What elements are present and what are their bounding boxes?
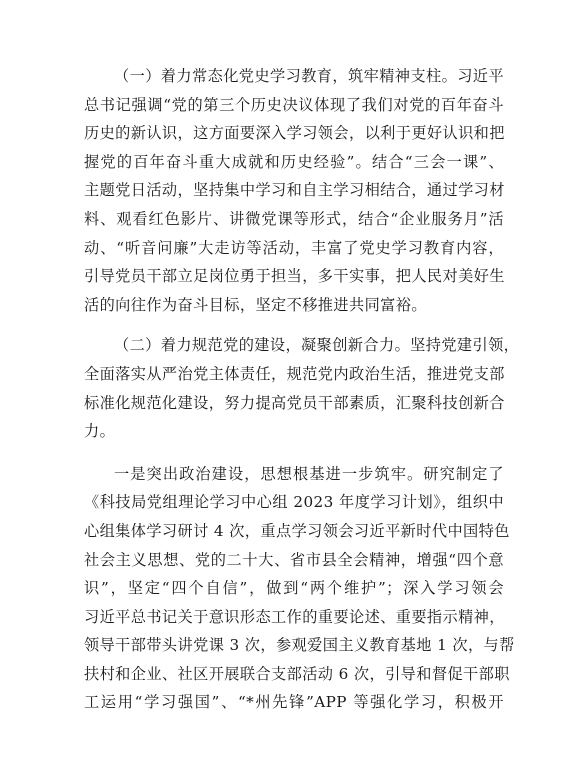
paragraph-line: 扶村和企业、社区开展联合支部活动 6 次，引导和督促干部职 bbox=[84, 664, 510, 683]
paragraph-line: （一）着力常态化党史学习教育，筑牢精神支柱。习近平 bbox=[114, 67, 504, 85]
paragraph-line: （二）着力规范党的建设，凝聚创新合力。坚持党建引领， bbox=[114, 336, 520, 355]
paragraph-line: 社会主义思想、党的二十大、省市县全会精神，增强“四个意 bbox=[84, 550, 504, 569]
paragraph-line: 活的向往作为奋斗目标，坚定不移推进共同富裕。 bbox=[84, 295, 427, 314]
paragraph-line: 习近平总书记关于意识形态工作的重要论述、重要指示精神， bbox=[84, 607, 505, 626]
paragraph-line: 领导干部带头讲党课 3 次，参观爱国主义教育基地 1 次，与帮 bbox=[84, 636, 515, 655]
paragraph-party-history-education bbox=[84, 62, 504, 319]
paragraph-line: 历史的新认识，这方面要深入学习领会，以利于更好认识和把 bbox=[84, 124, 505, 143]
paragraph-line: 心组集体学习研讨 4 次，重点学习领会习近平新时代中国特色 bbox=[84, 521, 510, 540]
paragraph-line: 力。 bbox=[84, 422, 116, 441]
paragraph-spacer bbox=[84, 446, 504, 460]
paragraph-line: 主题党日活动，坚持集中学习和自主学习相结合，通过学习材 bbox=[84, 181, 505, 200]
paragraph-line: 工运用“学习强国”、“*州先锋”APP 等强化学习，积极开 bbox=[84, 693, 504, 712]
paragraph-line: 握党的百年奋斗重大成就和历史经验”。结合“三会一课”、 bbox=[84, 152, 504, 171]
document-body bbox=[84, 62, 520, 717]
paragraph-party-building bbox=[84, 331, 520, 445]
paragraph-line: 总书记强调“党的第三个历史决议体现了我们对党的百年奋斗 bbox=[84, 95, 504, 114]
paragraph-line: 标准化规范化建设，努力提高党员干部素质，汇聚科技创新合 bbox=[84, 393, 505, 412]
paragraph-line: 识”，坚定“四个自信”，做到“两个维护”；深入学习领会 bbox=[84, 579, 504, 598]
paragraph-political-construction bbox=[84, 460, 515, 717]
paragraph-line: 一是突出政治建设，思想根基进一步筑牢。研究制定了 bbox=[114, 464, 504, 483]
paragraph-spacer bbox=[84, 319, 504, 331]
paragraph-line: 《科技局党组理论学习中心组 2023 年度学习计划》，组织中 bbox=[84, 493, 504, 512]
paragraph-line: 动、“听音问廉”大走访等活动，丰富了党史学习教育内容， bbox=[84, 238, 504, 257]
paragraph-line: 引导党员干部立足岗位勇于担当，多干实事，把人民对美好生 bbox=[84, 267, 505, 286]
paragraph-line: 全面落实从严治党主体责任，规范党内政治生活，推进党支部 bbox=[84, 364, 505, 383]
paragraph-line: 料、观看红色影片、讲微党课等形式，结合“企业服务月”活 bbox=[84, 209, 504, 228]
